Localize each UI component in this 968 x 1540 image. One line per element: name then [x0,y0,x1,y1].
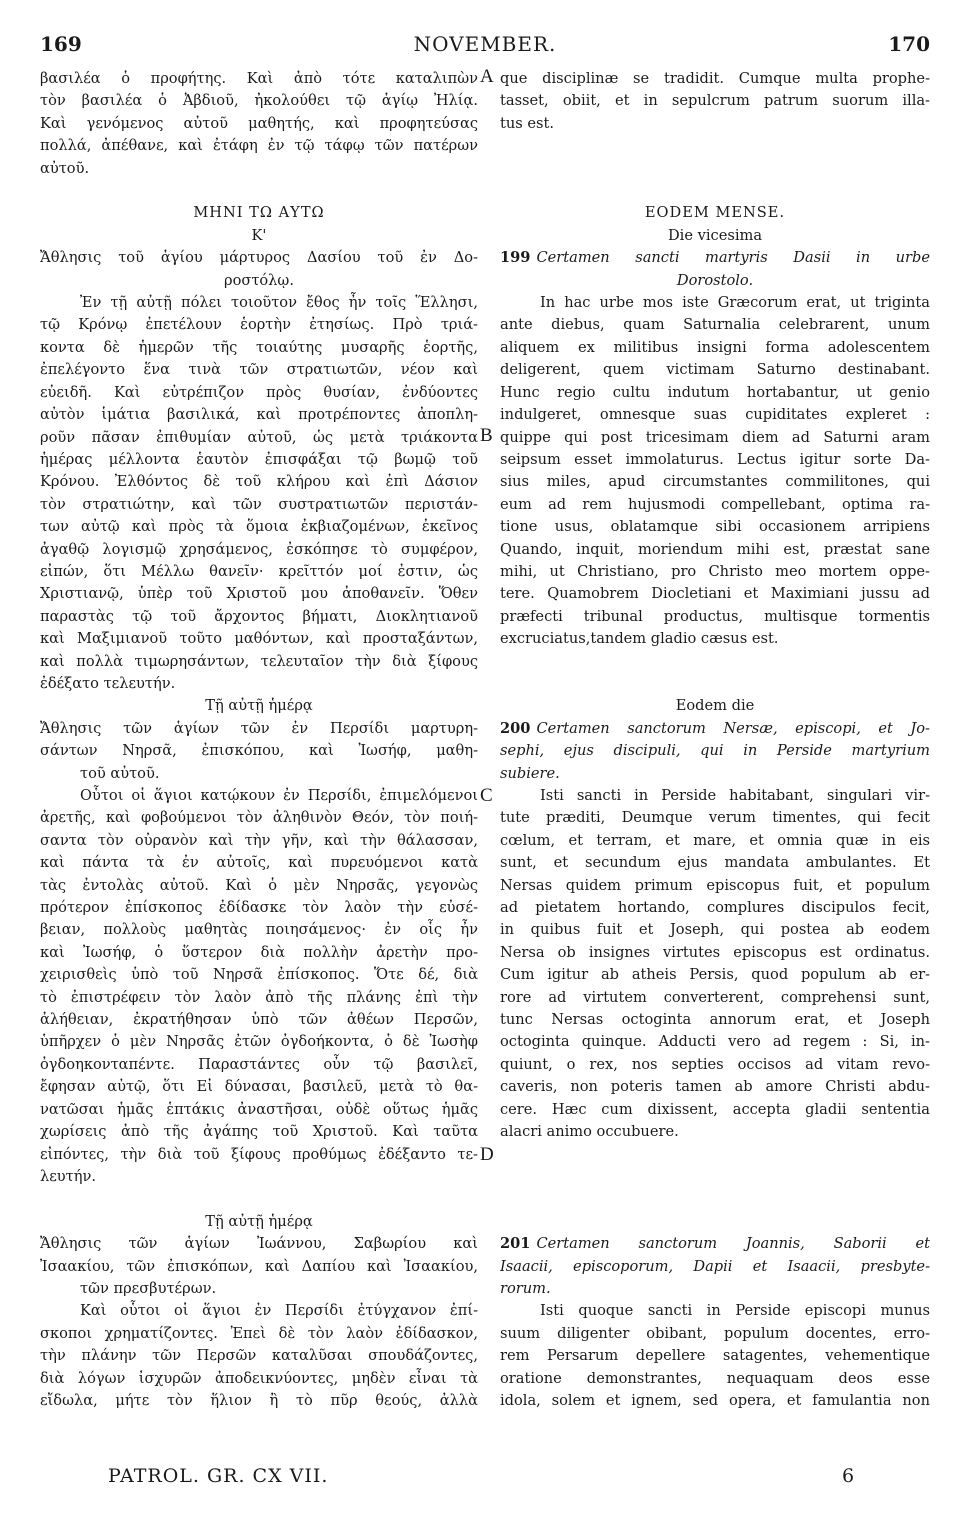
latin-line [500,628,930,650]
line-text: aliquem ex militibus insigni forma adolescentem [500,338,930,356]
line-text: præfecti tribunal productus, multisque tormentis [500,607,930,625]
line-text: ἔφησαν αὐτῷ, ὅτι Εἰ δύνασαι, βασιλεῦ, μετὰ τὸ θα- [40,1078,478,1096]
line-text: Ἄθλησις τοῦ ἁγίου μάρτυρος Δασίου τοῦ ἐν Δο- [40,249,478,267]
line-text: ἐπελέγοντο ἕνα τινὰ τῶν στρατιωτῶν, νέον καὶ [40,361,478,379]
latin-line [500,1300,930,1322]
running-title: NOVEMBER. [413,32,557,56]
line-text: Dorostolo. [676,271,754,289]
latin-line [500,1166,930,1188]
line-text: Ἄθλησις τῶν ἁγίων Ἰωάννου, Σαβωρίου καὶ [40,1235,478,1253]
latin-line [500,1368,930,1390]
latin-line [500,494,930,516]
latin-line [500,471,930,493]
latin-line [500,359,930,381]
greek-line [40,337,478,359]
greek-line [40,202,478,224]
greek-line [40,740,478,762]
latin-line [500,135,930,157]
line-text: mihi, ut Christiano, pro Christo meo mortem oppe- [500,562,930,580]
latin-line [500,1054,930,1076]
line-text: ΜΗΝΙ ΤΩ ΑΥΤΩ [193,204,325,222]
latin-line [500,606,930,628]
greek-line [40,628,478,650]
latin-column [500,68,930,1412]
greek-line [40,1345,478,1367]
line-text: caveris, non poteris tamen ab amore Christi abdu- [500,1078,930,1096]
latin-line [500,158,930,180]
line-text: sius miles, apud circumstantes commilitones, qui [500,473,930,491]
latin-line [500,673,930,695]
latin-line [500,919,930,941]
latin-line [500,1188,930,1210]
line-text: Die vicesima [667,226,763,244]
line-text: oratione demonstrantes, nequaquam deos esse [500,1369,930,1387]
latin-line [500,1256,930,1278]
latin-line [500,539,930,561]
line-text: suum diligenter obibant, populum docentes, erro- [500,1324,930,1342]
latin-line [500,1233,930,1255]
greek-line [40,270,478,292]
latin-line [500,740,930,762]
greek-line [40,852,478,874]
line-text: Χριστιανῷ, ὑπὲρ τοῦ Χριστοῦ μου ἀποθανεῖν. Ὅθεν [40,585,478,603]
latin-line [500,897,930,919]
greek-line [40,1323,478,1345]
line-text: indulgeret, omnesque suas cupiditates expleret : [500,406,930,424]
greek-line [40,427,478,449]
greek-line [40,1009,478,1031]
greek-line [40,539,478,561]
line-text: νατῶσαι ἡμᾶς ἑπτάκις ἀναστῆσαι, οὐδὲ οὕτως ἡμᾶς [40,1100,478,1118]
greek-line [40,68,478,90]
greek-line [40,561,478,583]
greek-line [40,606,478,628]
line-text: ὑπῆρχεν ὁ μὲν Νηρσᾶς ἐτῶν ὀγδοήκοντα, ὁ δὲ Ἰωσὴφ [40,1033,478,1051]
line-text: cere. Hæc cum dixissent, accepta gladii sententia [500,1100,930,1118]
line-text: tus est. [500,114,555,132]
line-text: Οὗτοι οἱ ἅγιοι κατῴκουν ἐν Περσίδι, ἐπιμελόμενοι [80,787,478,804]
latin-line [500,852,930,874]
line-text: ἡμέρας μέλλοντα ἑαυτὸν ἐπισφάξαι τῷ βωμῷ τοῦ [40,450,478,468]
latin-line [500,90,930,112]
latin-line [500,516,930,538]
footer-volume: PATROL. GR. CX VII. [108,1465,329,1487]
latin-line [500,225,930,247]
latin-line [500,942,930,964]
line-text: Τῇ αὐτῇ ἡμέρᾳ [205,697,313,715]
latin-line [500,875,930,897]
line-text: Nersas quidem primum episcopus fuit, et populum [500,876,930,894]
line-text: tere. Quamobrem Diocletiani et Maximiani jussu ad [500,585,930,603]
line-text: Καὶ οὗτοι οἱ ἅγιοι ἐν Περσίδι ἐτύγχανον ἐπί- [80,1302,478,1320]
greek-line [40,1233,478,1255]
line-text: Τῇ αὐτῇ ἡμέρᾳ [205,1212,313,1230]
line-text: τὴν πλάνην τῶν Περσῶν καταλῦσαι σπουδάζοντες, [40,1347,478,1365]
line-text: χειρισθεὶς ὑπὸ τοῦ Νηρσᾶ ἐπίσκοπος. Ὅτε δέ, διὰ [40,966,478,984]
line-text: τὸν στρατιώτην, καὶ τῶν συστρατιωτῶν περιστάν- [40,495,478,513]
latin-line [500,292,930,314]
line-text: deligerent, quem victimam Saturno destinabant. [500,361,930,379]
line-text: Κρόνου. Ἐλθόντος δὲ τοῦ κλήρου καὶ ἐπὶ Δάσιον [40,473,478,491]
latin-line [500,113,930,135]
line-text: Isti sancti in Perside habitabant, singulari vir- [540,787,930,804]
greek-line [40,1099,478,1121]
greek-line [40,1121,478,1143]
greek-line [40,673,478,695]
greek-line [40,449,478,471]
line-text: quiunt, o rex, nos septies occisos ad vitam revo- [500,1055,930,1073]
greek-line [40,875,478,897]
line-text: Certamen sanctorum Nersæ, episcopi, et Jo- [536,719,930,737]
line-text: alacri animo occubuere. [500,1123,679,1141]
line-text: τῷ Κρόνῳ ἐπετέλουν ἑορτὴν ἐτησίως. Πρὸ τριά- [40,316,478,334]
greek-line [40,964,478,986]
line-text: αὐτοῦ. [40,159,90,177]
latin-line [500,1345,930,1367]
latin-line [500,561,930,583]
line-text: Ἰσαακίου, τῶν ἐπισκόπων, καὶ Δαπίου καὶ Ἰσαακίου, [40,1257,478,1275]
entry-number: 200 [500,719,531,737]
line-text: Eodem die [675,697,755,715]
line-text: ροῦν πᾶσαν ἐπιθυμίαν αὐτοῦ, ὡς μετὰ τριάκοντα [40,428,478,446]
latin-line [500,449,930,471]
line-text: ἀρετῆς, καὶ φοβούμενοι τὸν ἀληθινὸν Θεόν, τὸν ποιή- [40,809,478,827]
line-text: Hunc regio cultu indutum hortabantur, ut genio [500,383,930,401]
line-text: excruciatus,tandem gladio cæsus est. [500,630,779,648]
greek-line [40,113,478,135]
line-text: seipsum esset immolaturus. Lectus igitur sorte Da- [500,450,930,468]
latin-line [500,1121,930,1143]
line-text: χωρίσεις ἀπὸ τῆς ἀγάπης τοῦ Χριστοῦ. Καὶ ταῦτα [40,1123,478,1141]
line-text: σκοποι χρηματίζοντες. Ἐπεὶ δὲ τὸν λαὸν ἐδίδασκον, [40,1324,478,1342]
line-text: λευτήν. [40,1167,97,1185]
latin-line [500,202,930,224]
latin-line [500,68,930,90]
line-text: εὐειδῆ. Καὶ εὐτρέπιζον πρὸς θυσίαν, ἐνδύοντες [40,383,478,401]
latin-line [500,718,930,740]
latin-line [500,404,930,426]
line-text: σάντων Νηρσᾶ, ἐπισκόπου, καὶ Ἰωσήφ, μαθη- [40,742,478,760]
line-text: tasset, obiit, et in sepulcrum patrum suorum illa- [500,92,930,110]
line-text: καὶ πάντα τὰ ἐν αὐτοῖς, καὶ πυρευόμενοι κατὰ [40,854,478,872]
left-page-number: 169 [40,32,82,56]
latin-line [500,807,930,829]
latin-line [500,1323,930,1345]
latin-line [500,180,930,202]
line-text: Ἄθλησις τῶν ἁγίων τῶν ἐν Περσίδι μαρτυρη- [40,719,478,737]
line-text: eum ad rem hujusmodi compellebant, optima ra- [500,495,930,513]
line-text: κοντα δὲ ἡμερῶν τῆς τοιαύτης μυσαρῆς ἑορτῆς, [40,338,478,356]
line-text: πολλά, ἀπέθανε, καὶ ἐτάφη ἐν τῷ τάφῳ τῶν πατέρων [40,137,478,155]
greek-line [40,404,478,426]
line-text: ροστόλῳ. [224,271,294,289]
line-text: διὰ λόγων ἰσχυρῶν ἀποδεικνύοντες, μηδὲν εἶναι τὰ [40,1369,478,1387]
page-header [40,32,930,60]
line-text: EODEM MENSE. [644,204,786,222]
greek-line [40,718,478,740]
line-text: Nersa ob insignes virtutes episcopus est ordinatus. [500,943,930,961]
greek-line [40,1031,478,1053]
latin-line [500,651,930,673]
line-text: Ἐν τῇ αὐτῇ πόλει τοιοῦτον ἔθος ἦν τοῖς Ἕλλησι, [80,294,478,312]
latin-line [500,1144,930,1166]
line-text: Καὶ γενόμενος αὐτοῦ μαθητής, καὶ προφητεύσας [40,114,478,132]
greek-line [40,1256,478,1278]
margin-marker-a: A [480,66,494,87]
greek-line [40,180,478,202]
greek-line [40,1211,478,1233]
latin-line [500,763,930,785]
line-text: tione usus, oblatamque sibi occasionem arripiens [500,518,930,536]
right-page-number: 170 [888,32,930,56]
greek-line [40,1054,478,1076]
line-text: των αὐτῷ καὶ πρὸς τὰ ὅμοια ἐκβιαζομένων, ἐκεῖνος [40,518,478,536]
latin-line [500,1390,930,1412]
margin-marker-d: D [480,1144,494,1165]
greek-line [40,494,478,516]
footer-sheet-number: 6 [842,1465,855,1487]
line-text: Κ' [251,226,267,244]
latin-line [500,247,930,269]
greek-line [40,1166,478,1188]
latin-line [500,427,930,449]
line-text: πρότερον ἐπίσκοπος ἐδίδασκε τὸν λαὸν τὴν εὐσέ- [40,899,478,917]
greek-line [40,135,478,157]
line-text: ἐδέξατο τελευτήν. [40,674,176,692]
greek-line [40,382,478,404]
line-text: τὸ ἐπιστρέφειν τὸν λαὸν ἀπὸ τῆς πλάνης ἐπὶ τὴν [40,988,478,1006]
greek-line [40,785,478,807]
greek-line [40,1300,478,1322]
greek-line [40,987,478,1009]
line-text: παραστὰς τῷ τοῦ ἄρχοντος βήματι, Διοκλητιανοῦ [40,607,478,625]
line-text: idola, solem et ignem, sed opera, et famulantia non [500,1391,930,1409]
latin-line [500,1211,930,1233]
line-text: rorum. [500,1279,551,1297]
latin-line [500,1031,930,1053]
latin-line [500,270,930,292]
line-text: Certamen sancti martyris Dasii in urbe [536,249,930,267]
line-text: ἀλήθειαν, ἐκρατήθησαν ὑπὸ τῶν ἀθέων Περσῶν, [40,1011,478,1029]
line-text: εἰπόντες, τὴν διὰ τοῦ ξίφους προθύμως ἐδέξαντο τε- [40,1145,478,1163]
margin-marker-c: C [480,785,493,806]
line-text: ad pietatem hortando, complures discipulos fecit, [500,899,930,917]
greek-line [40,919,478,941]
line-text: αὐτὸν ἱμάτια βασιλικά, καὶ προτρέποντες ἀποπλη- [40,406,478,424]
greek-line [40,897,478,919]
line-text: quippe qui post tricesimam diem ad Saturni aram [500,428,930,446]
line-text: καὶ Μαξιμιανοῦ τοῦτο μαθόντων, καὶ προσταξάντων, [40,630,478,648]
line-text: que disciplinæ se tradidit. Cumque multa prophe- [500,70,930,87]
latin-line [500,382,930,404]
latin-line [500,1099,930,1121]
latin-line [500,785,930,807]
greek-line [40,651,478,673]
greek-line [40,292,478,314]
line-text: τὸν βασιλέα ὁ Ἀβδιοῦ, ἠκολούθει τῷ ἁγίῳ Ἠλίᾳ. [40,92,478,110]
greek-line [40,1188,478,1210]
greek-line [40,90,478,112]
line-text: rore ad virtutem converterent, comprehensi sunt, [500,988,930,1006]
greek-line [40,763,478,785]
greek-line [40,1278,478,1300]
line-text: σαντα τὸν οὐρανὸν καὶ τὴν γῆν, καὶ τὴν θάλασσαν, [40,831,478,849]
latin-line [500,964,930,986]
greek-line [40,247,478,269]
line-text: ἀγαθῷ λογισμῷ χρησάμενος, ἐσκόπησε τὸ συμφέρον, [40,540,478,558]
latin-line [500,830,930,852]
line-text: octoginta quinque. Adducti vero ad regem : Si, in- [500,1033,930,1051]
greek-line [40,516,478,538]
line-text: τὰς ἐντολὰς αὐτοῦ. Καὶ ὁ μὲν Νηρσᾶς, γεγονὼς [40,876,478,894]
line-text: Isaacii, episcoporum, Dapii et Isaacii, presbyte- [500,1257,930,1275]
greek-line [40,314,478,336]
greek-line [40,942,478,964]
greek-line [40,359,478,381]
line-text: in quibus fuit et Joseph, qui postea ab eodem [500,921,930,939]
line-text: Cum igitur ab atheis Persis, quod populum ab er- [500,966,930,984]
greek-line [40,583,478,605]
greek-line [40,1144,478,1166]
greek-line [40,830,478,852]
line-text: βειαν, πολλοὺς μαθητὰς ποιησάμενος· ἐν οἷς ἦν [40,921,478,939]
line-text: sephi, ejus discipuli, qui in Perside martyrium [500,742,930,760]
line-text: εἴδωλα, μήτε τὸν ἥλιον ἢ τὸ πῦρ θεούς, ἀλλὰ [40,1391,478,1409]
line-text: In hac urbe mos iste Græcorum erat, ut triginta [540,294,930,312]
latin-line [500,987,930,1009]
line-text: rem Persarum depellere satagentes, vehementique [500,1347,930,1365]
latin-line [500,337,930,359]
greek-line [40,225,478,247]
line-text: καὶ πολλὰ τιμωρησάντων, τελευταῖον τὴν διὰ ξίφους [40,652,478,670]
line-text: βασιλέα ὁ προφήτης. Καὶ ἀπὸ τότε καταλιπὼν [40,70,478,87]
line-text: Isti quoque sancti in Perside episcopi munus [540,1302,930,1320]
line-text: tute præditi, Deumque verum timentes, qui fecit [500,809,930,827]
latin-line [500,314,930,336]
greek-line [40,1368,478,1390]
line-text: καὶ Ἰωσήφ, ὁ ὕστερον διὰ πολλὴν ἀρετὴν προ- [40,943,478,961]
line-text: tunc Nersas octoginta annorum erat, et Joseph [500,1011,930,1029]
line-text: cœlum, et terram, et mare, et omnia quæ in eis [500,831,930,849]
latin-line [500,1009,930,1031]
line-text: ὀγδοηκονταπέντε. Παραστάντες οὖν τῷ βασιλεῖ, [40,1055,478,1073]
latin-line [500,1278,930,1300]
line-text: sunt, et secundum ejus mandata ambulantes. Et [500,854,930,872]
greek-line [40,471,478,493]
latin-line [500,583,930,605]
greek-line [40,695,478,717]
line-text: Certamen sanctorum Joannis, Saborii et [536,1235,930,1253]
latin-line [500,1076,930,1098]
entry-number: 199 [500,249,531,267]
line-text: subiere. [500,764,560,782]
greek-line [40,1390,478,1412]
greek-line [40,807,478,829]
line-text: εἰπών, ὅτι Μέλλω θανεῖν· κρεῖττόν μοί ἐστιν, ὡς [40,562,478,580]
line-text: τοῦ αὐτοῦ. [80,764,160,782]
greek-line [40,1076,478,1098]
line-text: Quando, inquit, moriendum mihi est, præstat sane [500,540,930,558]
line-text: τῶν πρεσβυτέρων. [80,1279,217,1297]
greek-line [40,158,478,180]
line-text: ante diebus, quam Saturnalia celebrarent, unum [500,316,930,334]
greek-column [40,68,478,1412]
margin-marker-b: B [480,425,493,446]
latin-line [500,695,930,717]
entry-number: 201 [500,1235,531,1253]
